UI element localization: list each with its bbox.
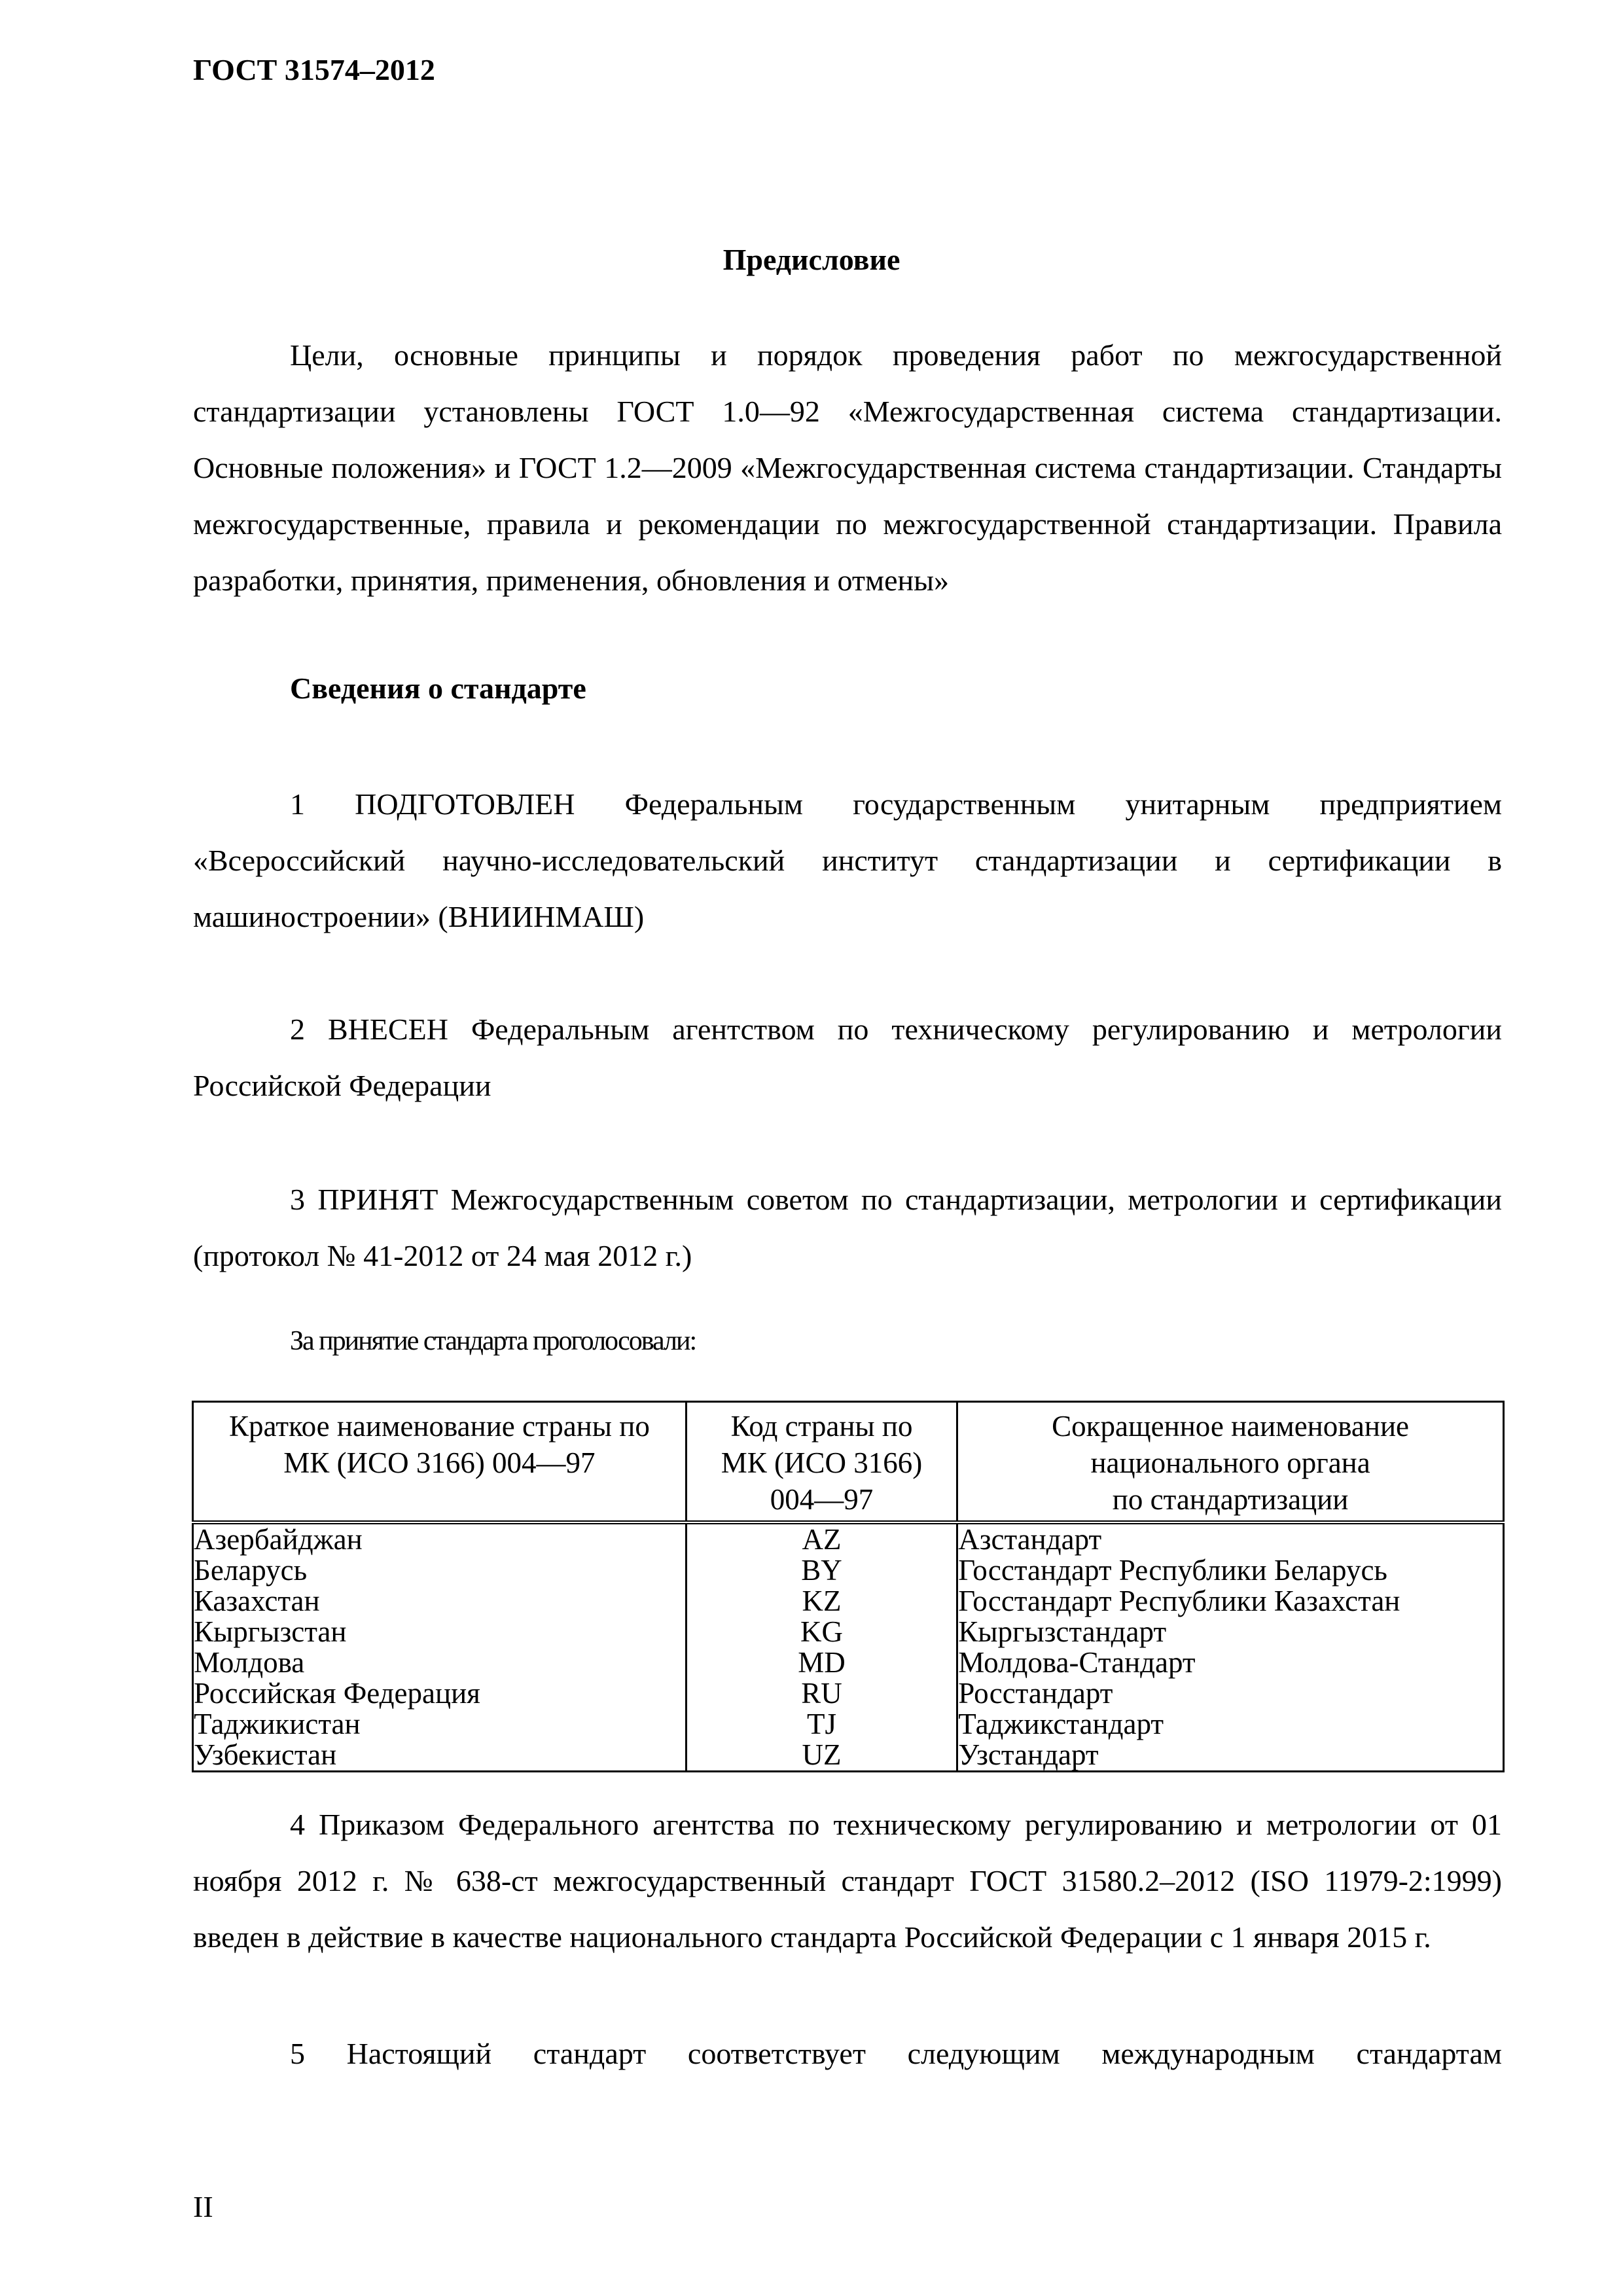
info-item-1: 1 ПОДГОТОВЛЕН Федеральным государственным унитарным предприятием «Всероссийский научно-исследовательский институт стандартизации и сертификации в машиностроении» (ВНИИНМАШ) bbox=[193, 787, 1502, 933]
document-code: ГОСТ 31574–2012 bbox=[193, 53, 435, 86]
country-cell: Таджикистан bbox=[193, 1709, 687, 1740]
code-cell: TJ bbox=[686, 1709, 957, 1740]
body-cell: Госстандарт Республики Беларусь bbox=[957, 1555, 1504, 1586]
info-item-3: 3 ПРИНЯТ Межгосударственным советом по стандартизации, метрологии и сертификации (протокол № 41-2012 от 24 мая 2012 г.) bbox=[193, 1183, 1502, 1272]
header-line: Краткое наименование страны по bbox=[229, 1410, 650, 1443]
body-cell: Госстандарт Республики Казахстан bbox=[957, 1586, 1504, 1617]
code-cell: UZ bbox=[686, 1740, 957, 1772]
foreword-title: Предисловие bbox=[722, 243, 901, 276]
header-body bbox=[957, 1402, 1504, 1523]
body-cell: Таджикстандарт bbox=[957, 1709, 1504, 1740]
header-line: национального органа bbox=[1090, 1446, 1370, 1479]
body-cell: Азстандарт bbox=[957, 1522, 1504, 1555]
code-cell: RU bbox=[686, 1678, 957, 1709]
table-row bbox=[193, 1647, 1504, 1678]
info-title: Сведения о стандарте bbox=[290, 672, 586, 705]
country-cell: Российская Федерация bbox=[193, 1678, 687, 1709]
header-code bbox=[686, 1402, 957, 1523]
table-row bbox=[193, 1522, 1504, 1555]
country-cell: Молдова bbox=[193, 1647, 687, 1678]
body-cell: Узстандарт bbox=[957, 1740, 1504, 1772]
table-row bbox=[193, 1586, 1504, 1617]
code-cell: KG bbox=[686, 1617, 957, 1647]
info-item-2: 2 ВНЕСЕН Федеральным агентством по техническому регулированию и метрологии Российской Федерации bbox=[193, 1013, 1502, 1102]
body-cell: Кыргызстандарт bbox=[957, 1617, 1504, 1647]
header-line: Код страны по bbox=[730, 1410, 913, 1443]
vote-caption: За принятие стандарта проголосовали: bbox=[290, 1326, 696, 1356]
foreword-intro: Цели, основные принципы и порядок проведения работ по межгосударственной стандартизации установлены ГОСТ 1.0—92 «Межгосударственная система стандартизации. Основные положения» и ГОСТ 1.2—2009 «Межгосударственная система стандартизации. Стандарты межгосударственные, правила и рекомендации по межгосударственной стандартизации. Правила разработки, принятия, применения, обновления и отмены» bbox=[193, 338, 1502, 597]
countries-table bbox=[192, 1401, 1505, 1772]
country-cell: Кыргызстан bbox=[193, 1617, 687, 1647]
table-header-row bbox=[193, 1402, 1504, 1523]
header-country bbox=[193, 1402, 687, 1523]
country-cell: Узбекистан bbox=[193, 1740, 687, 1772]
body-cell: Росстандарт bbox=[957, 1678, 1504, 1709]
header-line: МК (ИСО 3166) bbox=[721, 1446, 923, 1479]
page-number: II bbox=[193, 2190, 213, 2223]
code-cell: BY bbox=[686, 1555, 957, 1586]
table-row bbox=[193, 1709, 1504, 1740]
body-cell: Молдова-Стандарт bbox=[957, 1647, 1504, 1678]
header-line: 004—97 bbox=[770, 1483, 874, 1516]
country-cell: Азербайджан bbox=[193, 1522, 687, 1555]
country-cell: Казахстан bbox=[193, 1586, 687, 1617]
table-row bbox=[193, 1555, 1504, 1586]
code-cell: MD bbox=[686, 1647, 957, 1678]
code-cell: KZ bbox=[686, 1586, 957, 1617]
code-cell: AZ bbox=[686, 1522, 957, 1555]
info-item-5: 5 Настоящий стандарт соответствует следующим международным стандартам bbox=[290, 2037, 1502, 2070]
country-cell: Беларусь bbox=[193, 1555, 687, 1586]
table-row bbox=[193, 1678, 1504, 1709]
table-row bbox=[193, 1740, 1504, 1772]
header-line: по стандартизации bbox=[1112, 1483, 1349, 1516]
header-line: Сокращенное наименование bbox=[1052, 1410, 1410, 1443]
table-row bbox=[193, 1617, 1504, 1647]
header-line: МК (ИСО 3166) 004—97 bbox=[283, 1446, 596, 1479]
info-item-4: 4 Приказом Федерального агентства по техническому регулированию и метрологии от 01 ноября 2012 г. № 638-ст межгосударственный стандарт ГОСТ 31580.2–2012 (ISO 11979-2:1999) введен в действие в качестве национального стандарта Российской Федерации с 1 января 2015 г. bbox=[193, 1808, 1502, 1954]
